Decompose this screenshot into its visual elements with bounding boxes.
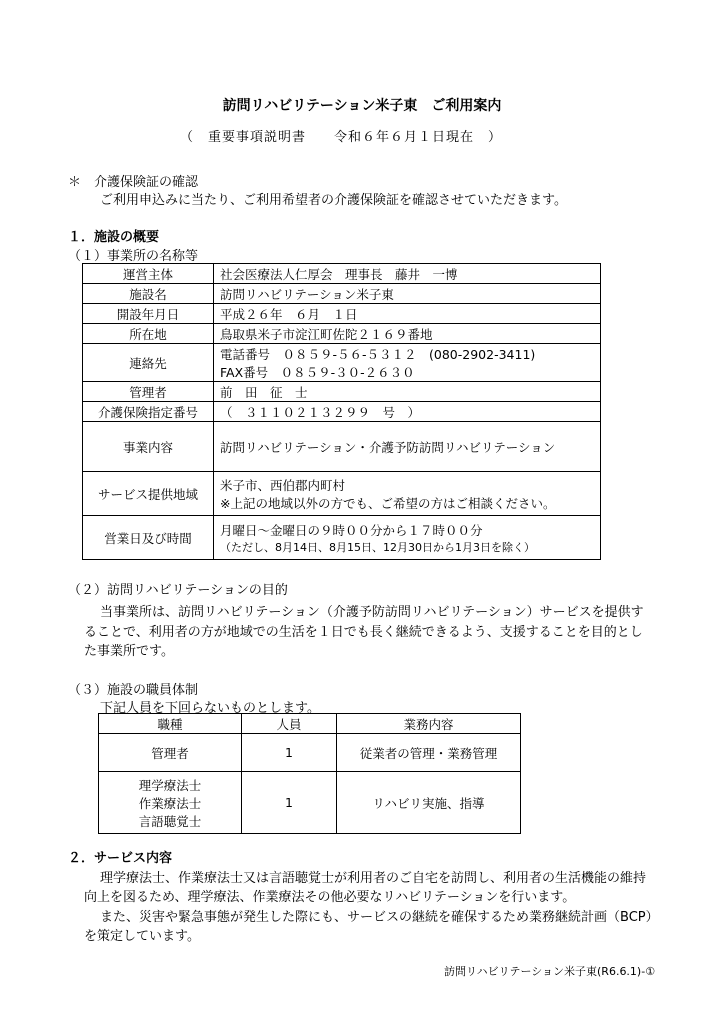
table-row: [99, 734, 521, 772]
service-line-4: を策定しています。: [84, 929, 200, 944]
column-header: 職種: [99, 714, 242, 734]
insurance-heading: ＊ 介護保険証の確認: [68, 175, 199, 190]
row-label: 運営主体: [83, 264, 214, 284]
row-label: 連絡先: [83, 344, 214, 382]
role-ot: 作業療法士: [138, 795, 202, 811]
page-title: 訪問リハビリテーション米子東 ご利用案内: [222, 98, 502, 114]
section1-sub3: （３）施設の職員体制: [68, 683, 199, 698]
row-label: 所在地: [83, 324, 214, 344]
service-line-3: また、災害や緊急事態が発生した際にも、サービスの継続を確保するため業務継続計画（BCP）: [100, 910, 659, 925]
table-row: [99, 772, 521, 834]
staff-role: 管理者: [99, 734, 242, 772]
table-row: [83, 422, 601, 472]
row-label: 事業内容: [83, 422, 214, 472]
service-area: 米子市、西伯郡内町村: [220, 477, 346, 493]
row-value: 前 田 征 士: [214, 382, 601, 402]
section1-sub2: （２）訪問リハビリテーションの目的: [68, 583, 288, 598]
row-value: 訪問リハビリテーション米子東: [214, 284, 601, 304]
row-label: 営業日及び時間: [83, 516, 214, 560]
row-value: （ ３１１０２１３２９９ 号 ）: [214, 402, 601, 422]
page-subtitle: （ 重要事項説明書 令和６年６月１日現在 ）: [180, 130, 503, 145]
table-row: [83, 264, 601, 284]
staff-duty: 従業者の管理・業務管理: [337, 734, 521, 772]
staff-duty: リハビリ実施、指導: [337, 772, 521, 834]
section1-heading: １．施設の概要: [68, 230, 160, 245]
column-header: 人員: [242, 714, 337, 734]
facility-info-table: [82, 263, 601, 560]
page-footer: 訪問リハビリテーション米子東(R6.6.1)-①: [444, 965, 656, 978]
purpose-line-2: ることで、利用者の方が地域での生活を１日でも長く継続できるよう、支援することを目的とし: [84, 625, 643, 640]
row-label: 管理者: [83, 382, 214, 402]
purpose-line-1: 当事業所は、訪問リハビリテーション（介護予防訪問リハビリテーション）サービスを提供す: [100, 605, 644, 620]
purpose-line-3: た事業所です。: [84, 644, 174, 659]
table-row: [83, 472, 601, 516]
business-hours-note: （ただし、8月14日、8月15日、12月30日から1月3日を除く）: [220, 540, 535, 554]
service-area-note: ※上記の地域以外の方でも、ご希望の方はご相談ください。: [220, 495, 556, 511]
table-row: [83, 344, 601, 382]
staff-role: [99, 772, 242, 834]
row-value: 鳥取県米子市淀江町佐陀２１６９番地: [214, 324, 601, 344]
business-hours: 月曜日～金曜日の９時００分から１７時００分: [220, 522, 483, 538]
phone-number: 電話番号 ０８５９-５６-５３１２ (080-2902-3411): [220, 346, 536, 362]
section1-sub1: （１）事業所の名称等: [68, 249, 199, 264]
staff-count: 1: [242, 734, 337, 772]
row-label: 介護保険指定番号: [83, 402, 214, 422]
row-value: [214, 516, 601, 560]
row-label: 施設名: [83, 284, 214, 304]
fax-number: FAX番号 ０８５９-３０-２６３０: [220, 364, 415, 380]
service-line-1: 理学療法士、作業療法士又は言語聴覚士が利用者のご自宅を訪問し、利用者の生活機能の維持: [100, 871, 647, 886]
row-value: 訪問リハビリテーション・介護予防訪問リハビリテーション: [214, 422, 601, 472]
row-value: [214, 344, 601, 382]
row-value: 平成２６年 ６月 １日: [214, 304, 601, 324]
section2-heading: ２．サービス内容: [68, 851, 173, 866]
role-st: 言語聴覚士: [138, 813, 202, 829]
row-value: 社会医療法人仁厚会 理事長 藤井 一博: [214, 264, 601, 284]
table-row: [83, 516, 601, 560]
staff-table: [98, 713, 521, 834]
table-row: [83, 304, 601, 324]
table-row: [83, 402, 601, 422]
row-value: [214, 472, 601, 516]
table-row: [83, 284, 601, 304]
role-pt: 理学療法士: [138, 777, 202, 793]
service-line-2: 向上を図るため、理学療法、作業療法その他必要なリハビリテーションを行います。: [84, 890, 576, 905]
staff-intro: 下記人員を下回らないものとします。: [100, 701, 320, 716]
insurance-text: ご利用申込みに当たり、ご利用希望者の介護保険証を確認させていただきます。: [100, 193, 567, 208]
staff-count: 1: [242, 772, 337, 834]
column-header: 業務内容: [337, 714, 521, 734]
table-header-row: [99, 714, 521, 734]
row-label: 開設年月日: [83, 304, 214, 324]
table-row: [83, 382, 601, 402]
table-row: [83, 324, 601, 344]
row-label: サービス提供地域: [83, 472, 214, 516]
